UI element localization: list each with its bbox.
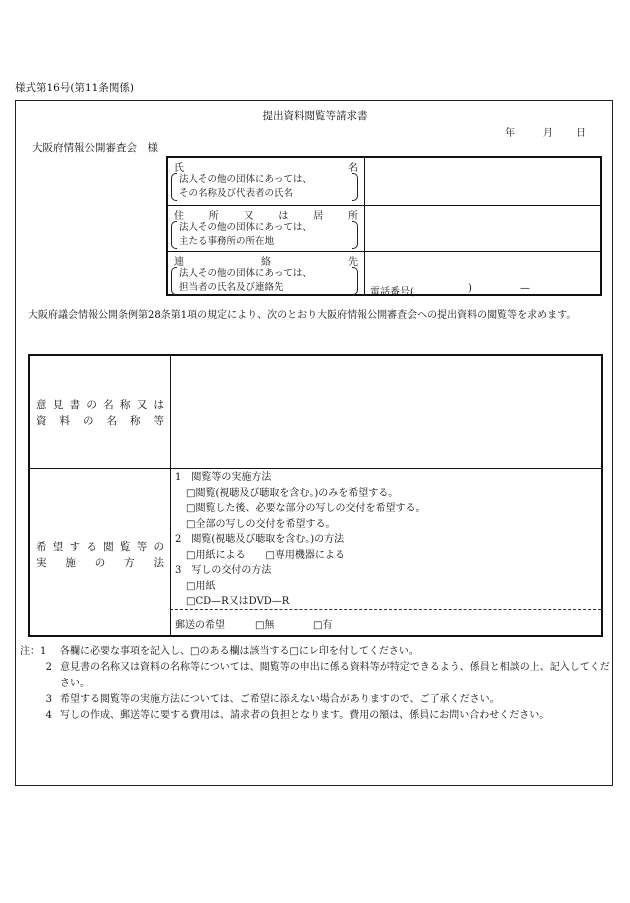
doc-name-field[interactable] xyxy=(171,356,601,468)
date-day: 日 xyxy=(576,128,586,139)
checkbox-mail-yes[interactable]: □有 xyxy=(313,620,333,631)
name-label-char: 名 xyxy=(348,163,358,174)
note-key: 3 xyxy=(45,694,52,705)
name-note-line: その名称及び代表者の氏名 xyxy=(179,188,294,199)
notes xyxy=(20,644,612,724)
doc-name-label-line1: 意 見 書 の 名 称 又 は xyxy=(36,399,164,411)
name-label xyxy=(174,159,358,174)
phone-dash: — xyxy=(520,283,530,294)
note-text: 希望する閲覧等の実施方法については、ご希望に添えない場合がありますので、ご了承ください。 xyxy=(60,694,500,705)
note-item xyxy=(20,660,612,692)
address-note xyxy=(174,221,358,249)
checkbox-view-method[interactable]: □用紙による □専用機器による xyxy=(186,549,345,561)
address-label-char: 居 xyxy=(313,211,324,222)
mail-divider xyxy=(170,609,601,610)
mail-label: 郵送の希望 xyxy=(175,620,225,631)
form-title: 提出資料閲覧等請求書 xyxy=(262,110,368,122)
address-label-char: は xyxy=(278,211,289,222)
phone-close: ) xyxy=(468,283,472,294)
address-label-char: 住 xyxy=(174,211,184,222)
note-text: 写しの作成、郵送等に要する費用は、請求者の負担となります。費用の額は、係員にお問い合わせください。 xyxy=(60,710,550,721)
applicant-row-address xyxy=(168,205,600,252)
method-label xyxy=(36,539,164,571)
method-options xyxy=(175,470,425,610)
address-note-line: 主たる事務所の所在地 xyxy=(179,236,275,247)
checkbox-view-then-partial-copy[interactable]: □閲覧した後、必要な部分の写しの交付を希望する。 xyxy=(186,503,426,514)
note-text: 各欄に必要な事項を記入し、□のある欄は該当する□にレ印を付してください。 xyxy=(60,646,419,657)
date-year: 年 xyxy=(505,128,515,139)
name-note-line: 法人その他の団体にあっては、 xyxy=(179,174,312,185)
address-label xyxy=(174,207,358,222)
checkbox-view-only[interactable]: □閲覧(視聴及び聴取を含む。)のみを希望する。 xyxy=(186,487,399,499)
address-label-char: 所 xyxy=(208,211,219,222)
checkbox-full-copy[interactable]: □全部の写しの交付を希望する。 xyxy=(186,518,336,530)
request-table xyxy=(28,354,603,637)
method-label-line1: 希 望 す る 閲 覧 等 の xyxy=(36,541,164,553)
note-item xyxy=(20,708,612,724)
date-month: 月 xyxy=(543,128,553,139)
contact-label xyxy=(174,253,358,268)
name-label-char: 氏 xyxy=(174,163,184,174)
option-heading-3: 3 写しの交付の方法 xyxy=(175,565,272,576)
contact-label-char: 絡 xyxy=(261,257,271,268)
address-label-char: 又 xyxy=(243,211,254,222)
intro-text: 大阪府議会情報公開条例第28条第1項の規定により、次のとおり大阪府情報公開審査会への提出資料の閲覧等を求めます。 xyxy=(28,310,577,321)
note-key: 4 xyxy=(45,710,52,721)
address-label-char: 所 xyxy=(347,211,358,222)
phone-label: 電話番号( xyxy=(370,287,414,298)
note-key: 2 xyxy=(45,662,52,673)
applicant-row-name xyxy=(168,158,600,205)
request-row-divider xyxy=(30,468,601,469)
note-key: 注：1 xyxy=(20,646,47,657)
address-field[interactable] xyxy=(365,206,600,252)
option-heading-2: 2 閲覧(視聴及び聴取を含む。)の方法 xyxy=(175,534,345,545)
option-heading-1: 1 閲覧等の実施方法 xyxy=(175,472,272,483)
applicant-table xyxy=(166,156,602,296)
checkbox-copy-paper[interactable]: □用紙 xyxy=(186,580,216,592)
contact-note xyxy=(174,267,358,295)
note-item xyxy=(20,692,612,708)
addressee: 大阪府情報公開審査会 様 xyxy=(32,142,158,154)
checkbox-mail-no[interactable]: □無 xyxy=(255,620,275,631)
note-item xyxy=(20,644,612,660)
form-number: 様式第16号(第11条関係) xyxy=(15,82,134,94)
checkbox-copy-cd-dvd[interactable]: □CD—R又はDVD—R xyxy=(186,596,290,607)
name-note xyxy=(174,173,358,201)
contact-label-char: 先 xyxy=(348,257,358,268)
address-note-line: 法人その他の団体にあっては、 xyxy=(179,222,312,233)
name-field[interactable] xyxy=(365,158,600,205)
method-label-line2: 実 施 の 方 法 xyxy=(36,557,164,569)
note-text: 意見書の名称又は資料の名称等については、閲覧等の申出に係る資料等が特定できるよう、係員と相談の上、記入してください。 xyxy=(60,662,610,689)
contact-note-line: 法人その他の団体にあっては、 xyxy=(179,268,312,279)
doc-name-label xyxy=(36,397,164,429)
doc-name-label-line2: 資 料 の 名 称 等 xyxy=(36,415,164,427)
contact-label-char: 連 xyxy=(174,257,184,268)
contact-note-line: 担当者の氏名及び連絡先 xyxy=(179,282,284,293)
